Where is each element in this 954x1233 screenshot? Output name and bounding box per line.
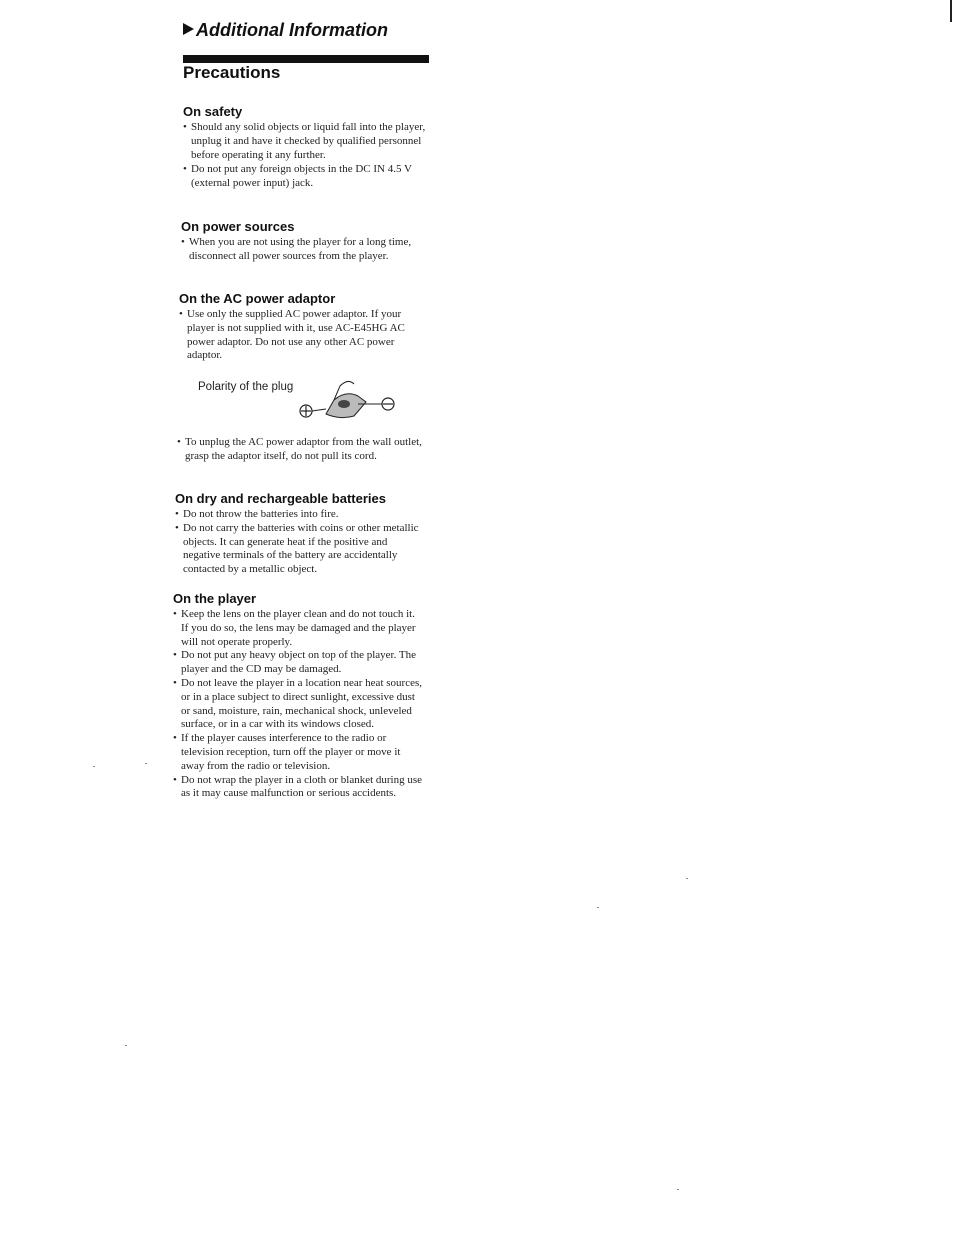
list-on-power-sources: [181, 236, 421, 264]
list-item: • Keep the lens on the player clean and do not touch it. If you do so, the lens may be damaged and the player will not operate properly.: [173, 608, 425, 649]
list-on-safety: [183, 121, 431, 191]
list-item: • If the player causes interference to the radio or television reception, turn off the player or move it away from the radio or television.: [173, 732, 425, 773]
heading-on-power-sources: On power sources: [181, 219, 295, 234]
scan-speck: [93, 766, 95, 767]
list-item: • Should any solid objects or liquid fall into the player, unplug it and have it checked by qualified personnel before operating it any further.: [183, 121, 431, 162]
scan-speck: [125, 1045, 127, 1046]
page-edge-mark: [950, 0, 952, 22]
list-item: • Do not wrap the player in a cloth or blanket during use as it may cause malfunction or serious accidents.: [173, 774, 425, 802]
scan-speck: [677, 1189, 679, 1190]
header-rule: [183, 55, 429, 63]
triangle-arrow-icon: [183, 23, 194, 35]
heading-on-ac-power-adaptor: On the AC power adaptor: [179, 291, 336, 306]
list-item: • To unplug the AC power adaptor from the wall outlet, grasp the adaptor itself, do not pull its cord.: [177, 436, 429, 464]
scan-speck: [597, 907, 599, 908]
list-on-batteries: [175, 508, 419, 577]
list-item: • Do not put any heavy object on top of the player. The player and the CD may be damaged.: [173, 649, 425, 677]
list-item: • Do not throw the batteries into fire.: [175, 508, 419, 522]
scan-speck: [686, 878, 688, 879]
list-on-ac-power-adaptor-2: [177, 436, 429, 464]
scan-speck: [145, 763, 147, 764]
figure-label: Polarity of the plug: [198, 381, 294, 393]
heading-on-batteries: On dry and rechargeable batteries: [175, 491, 386, 506]
page-title: Precautions: [183, 63, 281, 82]
list-item: • Do not carry the batteries with coins or other metallic objects. It can generate heat if the positive and negative terminals of the battery are accidentally contacted by a metallic object.: [175, 522, 419, 577]
list-item: • When you are not using the player for a long time, disconnect all power sources from the player.: [181, 236, 421, 264]
list-item: • Do not put any foreign objects in the DC IN 4.5 V (external power input) jack.: [183, 163, 431, 191]
list-on-ac-power-adaptor-1: [179, 308, 419, 363]
heading-on-safety: On safety: [183, 104, 243, 119]
list-on-the-player: [173, 608, 425, 801]
list-item: • Use only the supplied AC power adaptor. If your player is not supplied with it, use AC-E45HG AC power adaptor. Do not use any other AC power adaptor.: [179, 308, 419, 363]
heading-on-the-player: On the player: [173, 591, 257, 606]
plug-polarity-icon: [296, 374, 396, 420]
section-header: [183, 20, 388, 41]
list-item: • Do not leave the player in a location near heat sources, or in a place subject to direct sunlight, excessive dust or sand, moisture, rain, mechanical shock, unleveled surface, or in a car with its windows closed.: [173, 677, 425, 732]
section-header-text: Additional Information: [196, 20, 388, 40]
